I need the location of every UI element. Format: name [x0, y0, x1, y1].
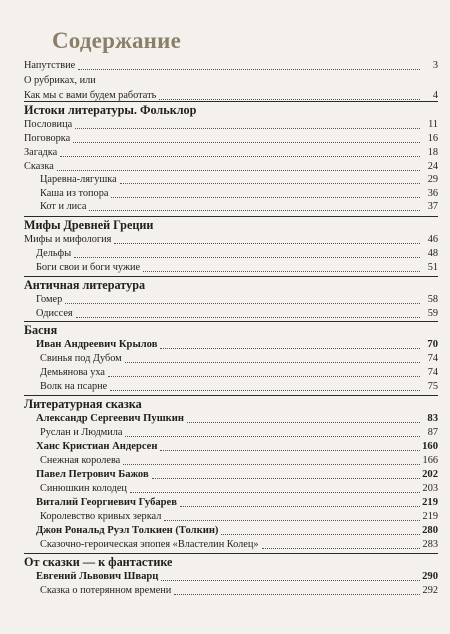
section-heading[interactable]: Басня	[24, 323, 58, 337]
entry-label: Кот и лиса	[40, 201, 87, 212]
entry-page: 29	[427, 174, 438, 185]
entry-page: 59	[427, 308, 438, 319]
section-divider	[24, 216, 438, 217]
leader-dots	[123, 463, 420, 465]
leader-dots	[75, 127, 420, 129]
entry-label: О рубриках, или	[24, 75, 96, 86]
entry-label: Сказочно-героическая эпопея «Властелин Колец»	[40, 539, 259, 550]
toc-entry[interactable]	[24, 455, 438, 467]
entry-page: 292	[422, 585, 438, 596]
leader-dots	[221, 533, 420, 535]
entry-label: Пословица	[24, 119, 73, 130]
toc-entry[interactable]	[24, 60, 438, 72]
leader-dots	[125, 361, 420, 363]
entry-label: Одиссея	[36, 308, 73, 319]
entry-label: Каша из топора	[40, 188, 109, 199]
toc-entry[interactable]	[24, 248, 438, 260]
leader-dots	[152, 477, 420, 479]
entry-page: 48	[427, 248, 438, 259]
leader-dots	[114, 242, 420, 244]
entry-page: 11	[428, 119, 438, 130]
leader-dots	[111, 196, 420, 198]
entry-label: Руслан и Людмила	[40, 427, 123, 438]
entry-label: Джон Рональд Руэл Толкиен (Толкин)	[36, 525, 219, 536]
entry-page: 280	[422, 525, 438, 536]
entry-page: 202	[422, 469, 438, 480]
leader-dots	[60, 155, 420, 157]
section-heading[interactable]: Мифы Древней Греции	[24, 218, 154, 232]
toc-entry[interactable]	[24, 381, 438, 393]
toc-entry[interactable]	[24, 201, 438, 213]
entry-page: 51	[427, 262, 438, 273]
section-divider	[24, 276, 438, 277]
entry-label: Сказка о потерянном времени	[40, 585, 172, 596]
entry-page: 58	[427, 294, 438, 305]
leader-dots	[89, 209, 420, 211]
entry-label: Свинья под Дубом	[40, 353, 122, 364]
section-divider	[24, 553, 438, 554]
entry-page: 203	[422, 483, 438, 494]
leader-dots	[143, 270, 420, 272]
entry-label: Боги свои и боги чужие	[36, 262, 141, 273]
entry-label: Евгений Львович Шварц	[36, 571, 159, 582]
leader-dots	[78, 68, 420, 70]
section-divider	[24, 101, 438, 102]
toc-entry[interactable]	[24, 234, 438, 246]
entry-label: Александр Сергеевич Пушкин	[36, 413, 184, 424]
entry-page: 24	[427, 161, 438, 172]
leader-dots	[180, 505, 420, 507]
entry-page: 70	[427, 339, 438, 350]
toc-entry[interactable]	[24, 308, 438, 320]
toc-author-entry[interactable]	[24, 497, 438, 509]
leader-dots	[108, 375, 420, 377]
entry-label: Мифы и мифология	[24, 234, 112, 245]
entry-label: Как мы с вами будем работать	[24, 90, 157, 101]
entry-label: Королевство кривых зеркал	[40, 511, 162, 522]
toc-entry[interactable]	[24, 262, 438, 274]
leader-dots	[262, 547, 420, 549]
toc-author-entry[interactable]	[24, 413, 438, 425]
leader-dots	[120, 182, 420, 184]
toc-entry[interactable]	[24, 483, 438, 495]
entry-label: Снежная королева	[40, 455, 121, 466]
toc-entry[interactable]	[24, 353, 438, 365]
entry-label: Сказка	[24, 161, 54, 172]
leader-dots	[65, 302, 420, 304]
entry-page: 46	[427, 234, 438, 245]
entry-label: Напутствие	[24, 60, 76, 71]
toc-entry[interactable]	[24, 161, 438, 173]
entry-label: Царевна-лягушка	[40, 174, 117, 185]
toc-entry[interactable]	[24, 188, 438, 200]
toc-entry[interactable]	[24, 174, 438, 186]
toc-entry[interactable]	[24, 511, 438, 523]
entry-page: 4	[432, 90, 438, 101]
entry-label: Дельфы	[36, 248, 72, 259]
leader-dots	[76, 316, 420, 318]
toc-entry[interactable]	[24, 427, 438, 439]
leader-dots	[130, 491, 420, 493]
entry-label: Ханс Кристиан Андерсен	[36, 441, 158, 452]
leader-dots	[161, 579, 420, 581]
section-heading[interactable]: Литературная сказка	[24, 397, 142, 411]
entry-page: 290	[422, 571, 438, 582]
entry-label: Гомер	[36, 294, 63, 305]
leader-dots	[99, 84, 420, 85]
entry-label: Демьянова уха	[40, 367, 105, 378]
toc-entry[interactable]	[24, 294, 438, 306]
entry-page: 87	[427, 427, 438, 438]
entry-page: 16	[427, 133, 438, 144]
leader-dots	[110, 389, 420, 391]
entry-label: Волк на псарне	[40, 381, 108, 392]
entry-page: 37	[427, 201, 438, 212]
leader-dots	[74, 256, 420, 258]
toc-entry[interactable]	[24, 119, 438, 131]
leader-dots	[73, 141, 420, 143]
leader-dots	[159, 98, 420, 100]
section-heading[interactable]: От сказки — к фантастике	[24, 555, 173, 569]
entry-page: 74	[427, 367, 438, 378]
leader-dots	[125, 435, 420, 437]
entry-page: 219	[422, 497, 438, 508]
section-divider	[24, 395, 438, 396]
toc-author-entry[interactable]	[24, 469, 438, 481]
toc-entry[interactable]	[24, 147, 438, 159]
entry-page: 166	[422, 455, 438, 466]
entry-label: Загадка	[24, 147, 58, 158]
toc-author-entry[interactable]	[24, 525, 438, 537]
leader-dots	[174, 593, 420, 595]
entry-page: 36	[427, 188, 438, 199]
section-heading[interactable]: Истоки литературы. Фольклор	[24, 103, 197, 117]
entry-label: Павел Петрович Бажов	[36, 469, 149, 480]
toc-entry[interactable]	[24, 133, 438, 145]
toc-entry[interactable]	[24, 539, 438, 551]
entry-page: 75	[427, 381, 438, 392]
entry-page: 3	[432, 60, 438, 71]
leader-dots	[164, 519, 420, 521]
entry-page: 283	[422, 539, 438, 550]
entry-page: 160	[422, 441, 438, 452]
toc-author-entry[interactable]	[24, 339, 438, 351]
entry-page: 219	[422, 511, 438, 522]
toc-entry[interactable]	[24, 367, 438, 379]
entry-page: 18	[427, 147, 438, 158]
page-title: Содержание	[52, 28, 181, 53]
leader-dots	[160, 449, 420, 451]
toc-author-entry[interactable]	[24, 441, 438, 453]
leader-dots	[187, 421, 420, 423]
entry-label: Синюшкин колодец	[40, 483, 127, 494]
entry-label: Виталий Георгиевич Губарев	[36, 497, 177, 508]
section-divider	[24, 321, 438, 322]
entry-label: Иван Андреевич Крылов	[36, 339, 158, 350]
leader-dots	[160, 347, 420, 349]
entry-page: 74	[427, 353, 438, 364]
toc-author-entry[interactable]	[24, 571, 438, 583]
toc-entry[interactable]	[24, 585, 438, 597]
section-heading[interactable]: Античная литература	[24, 278, 146, 292]
entry-label: Поговорка	[24, 133, 71, 144]
leader-dots	[57, 169, 420, 171]
entry-page: 83	[427, 413, 438, 424]
toc-entry[interactable]	[24, 75, 438, 87]
